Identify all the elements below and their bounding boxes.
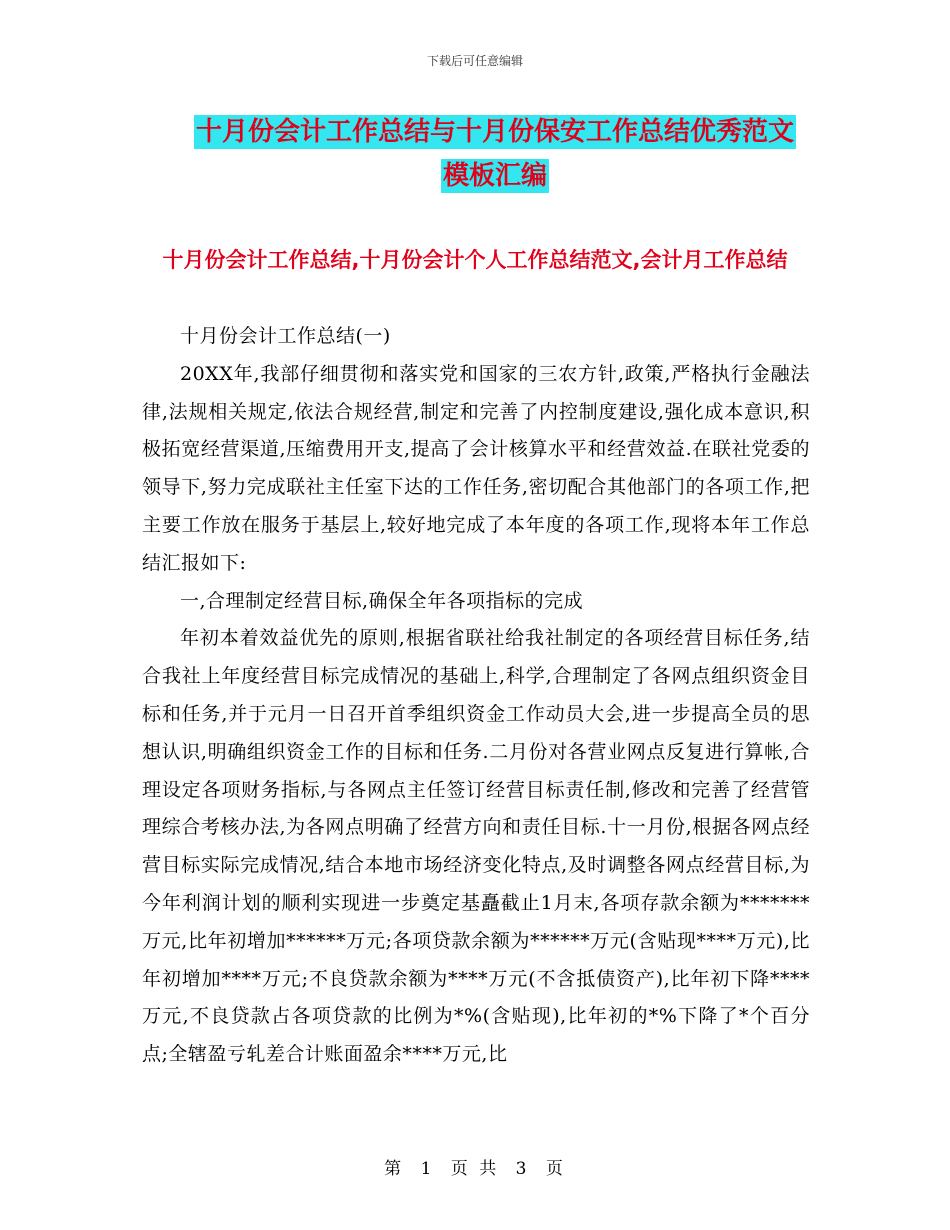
document-title-line1: 十月份会计工作总结与十月份保安工作总结优秀范文 [195,117,794,147]
page-footer [0,1154,950,1179]
header-note: 下载后可任意编辑 [426,54,523,68]
section-heading: 十月份会计工作总结(一) [180,325,391,347]
section-heading: 一,合理制定经营目标,确保全年各项指标的完成 [180,589,584,612]
page-total: 3 [515,1159,530,1179]
page-label-suffix: 页 [545,1159,566,1179]
paragraph: 20XX年,我部仔细贯彻和落实党和国家的三农方针,政策,严格执行金融法律,法规相关规定,依法合规经营,制定和完善了内控制度建设,强化成本意识,积极拓宽经营渠道,压缩费用开支,提高了会计核算水平和经营效益.在联社党委的领导下,努力完成联社主任室下达的工作任务,密切配合其他部门的各项工作,把主要工作放在服务于基层上,较好地完成了本年度的各项工作,现将本年工作总结汇报如下: [142,362,810,574]
document-title [140,110,850,198]
document-body [142,318,810,1074]
paragraph: 年初本着效益优先的原则,根据省联社给我社制定的各项经营目标任务,结合我社上年度经营目标完成情况的基础上,科学,合理制定了各网点组织资金目标和任务,并于元月一日召开首季组织资金工作动员大会,进一步提高全员的思想认识,明确组织资金工作的目标和任务.二月份对各营业网点反复进行算帐,合理设定各项财务指标,与各网点主任签订经营目标责任制,修改和完善了经营管理综合考核办法,为各网点明确了经营方向和责任目标.十一月份,根据各网点经营目标实际完成情况,结合本地市场经济变化特点,及时调整各网点经营目标,为今年利润计划的顺利实现进一步奠定基矗截止1月末,各项存款余额为******* 万元,比年初增加******万元;各项贷款余额为******万元(含贴现****万元),比年初增加****万元;不良贷款余额为****万元(不含抵债资产),比年初下降****万元,不良贷款占各项贷款的比例为*%(含贴现),比年初的*%下降了*个百分点;全辖盈亏轧差合计账面盈余****万元,比 [142,627,810,1066]
page-label-mid: 页 共 [450,1159,500,1179]
page-number: 1 [420,1159,435,1179]
document-title-line2: 模板汇编 [442,161,547,191]
document-subtitle: 十月份会计工作总结,十月份会计个人工作总结范文,会计月工作总结 [162,248,788,272]
page-label-prefix: 第 [384,1159,405,1179]
